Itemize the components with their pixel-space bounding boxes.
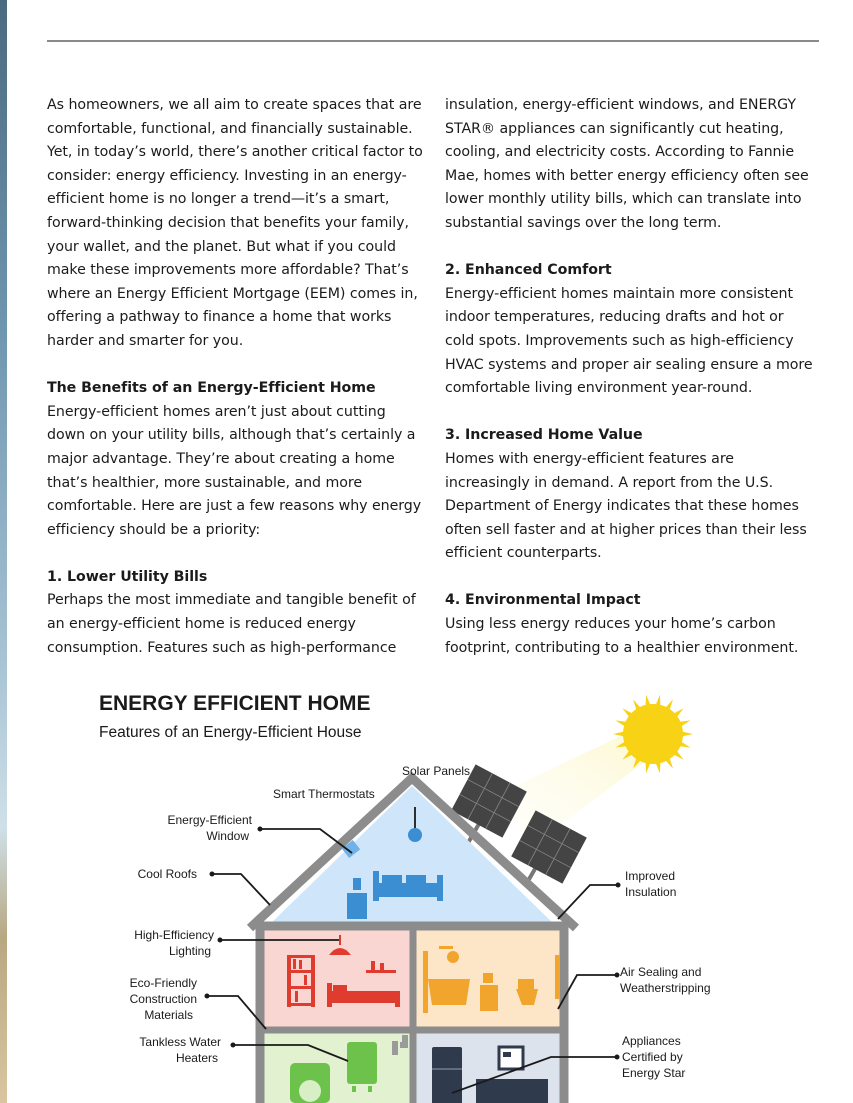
section-body-home-value: Homes with energy-efficient features are increasingly in demand. A report from the U.S. Department of Energy indicates that these homes often sell faster and at higher prices than their less efficient counterparts. <box>445 450 807 562</box>
section-heading-utility-bills: 1. Lower Utility Bills <box>47 568 208 585</box>
bedroom-room <box>265 931 410 1027</box>
label-cool-roofs: Cool Roofs <box>137 867 197 881</box>
label-lighting-line2: Lighting <box>168 944 211 958</box>
label-window-line1: Energy-Efficient <box>167 813 252 827</box>
section-heading-home-value: 3. Increased Home Value <box>445 427 643 444</box>
label-appliances-line3: Energy Star <box>622 1066 686 1080</box>
label-window-line2: Window <box>206 829 249 843</box>
energy-efficient-home-infographic <box>90 683 750 1103</box>
article-column-left <box>47 94 425 660</box>
section-heading-environment: 4. Environmental Impact <box>445 592 641 609</box>
label-appliances-line1: Appliances <box>622 1034 681 1048</box>
label-appliances-line2: Certified by <box>622 1050 683 1064</box>
infographic-title: ENERGY EFFICIENT HOME <box>99 692 371 715</box>
article-column-right <box>445 94 817 684</box>
infographic-subtitle: Features of an Energy-Efficient House <box>99 724 362 741</box>
refrigerator-icon <box>432 1047 462 1103</box>
thermostat-icon <box>408 828 422 842</box>
section-body-utility-bills: Perhaps the most immediate and tangible benefit of an energy-efficient home is reduced energy consumption. Features such as high-performance <box>47 592 416 656</box>
label-solar-panels: Solar Panels <box>402 764 471 778</box>
label-air-sealing-line2: Weatherstripping <box>620 981 711 995</box>
section-body-utility-bills-continued: insulation, energy-efficient windows, and ENERGY STAR® appliances can significantly cut heating, cooling, and electricity costs. According to Fannie Mae, homes with better energy efficiency often see lower monthly utility bills, which can translate into substantial savings over the long term. <box>445 97 809 231</box>
benefits-heading: The Benefits of an Energy-Efficient Home <box>47 380 376 397</box>
background-photo-strip <box>0 0 7 1103</box>
benefits-paragraph: Energy-efficient homes aren’t just about cutting down on your utility bills, although that’s certainly a major advantage. They’re about creating a home that’s healthier, more sustainable, and more comfortable. Here are just a few reasons why energy efficiency should be a priority: <box>47 403 422 538</box>
washer-icon <box>290 1063 330 1103</box>
intro-paragraph: As homeowners, we all aim to create spaces that are comfortable, functional, and financially sustainable. Yet, in today’s world, there’s another critical factor to consider: energy efficiency. Investing in an energy-efficient home is no longer a trend—it’s a smart, forward-thinking decision that benefits your family, your wallet, and the planet. But what if you could make these improvements more affordable? That’s where an Energy Efficient Mortgage (EEM) comes in, offering a pathway to finance a home that works harder and smarter for you. <box>47 97 423 349</box>
weatherstrip-icon <box>555 955 560 999</box>
label-lighting-line1: High-Efficiency <box>134 928 214 942</box>
top-divider <box>47 40 819 42</box>
label-eco-line2: Construction <box>129 992 197 1006</box>
label-insulation-line2: Insulation <box>625 885 677 899</box>
section-heading-comfort: 2. Enhanced Comfort <box>445 262 612 279</box>
label-tankless-line1: Tankless Water <box>139 1035 221 1049</box>
label-air-sealing-line1: Air Sealing and <box>620 965 702 979</box>
label-smart-thermostats: Smart Thermostats <box>273 787 375 801</box>
label-eco-line1: Eco-Friendly <box>129 976 197 990</box>
infographic-canvas <box>90 683 750 1103</box>
utility-room <box>265 1034 410 1103</box>
label-eco-line3: Materials <box>144 1008 193 1022</box>
label-insulation-line1: Improved <box>625 869 676 883</box>
label-tankless-line2: Heaters <box>175 1051 218 1065</box>
section-body-environment: Using less energy reduces your home’s carbon footprint, contributing to a healthier environment. <box>445 616 799 656</box>
section-body-comfort: Energy-efficient homes maintain more consistent indoor temperatures, reducing drafts and hot or cold spots. Improvements such as high-efficiency HVAC systems and proper air sealing ensure a more comfortable living environment year-round. <box>445 285 813 397</box>
